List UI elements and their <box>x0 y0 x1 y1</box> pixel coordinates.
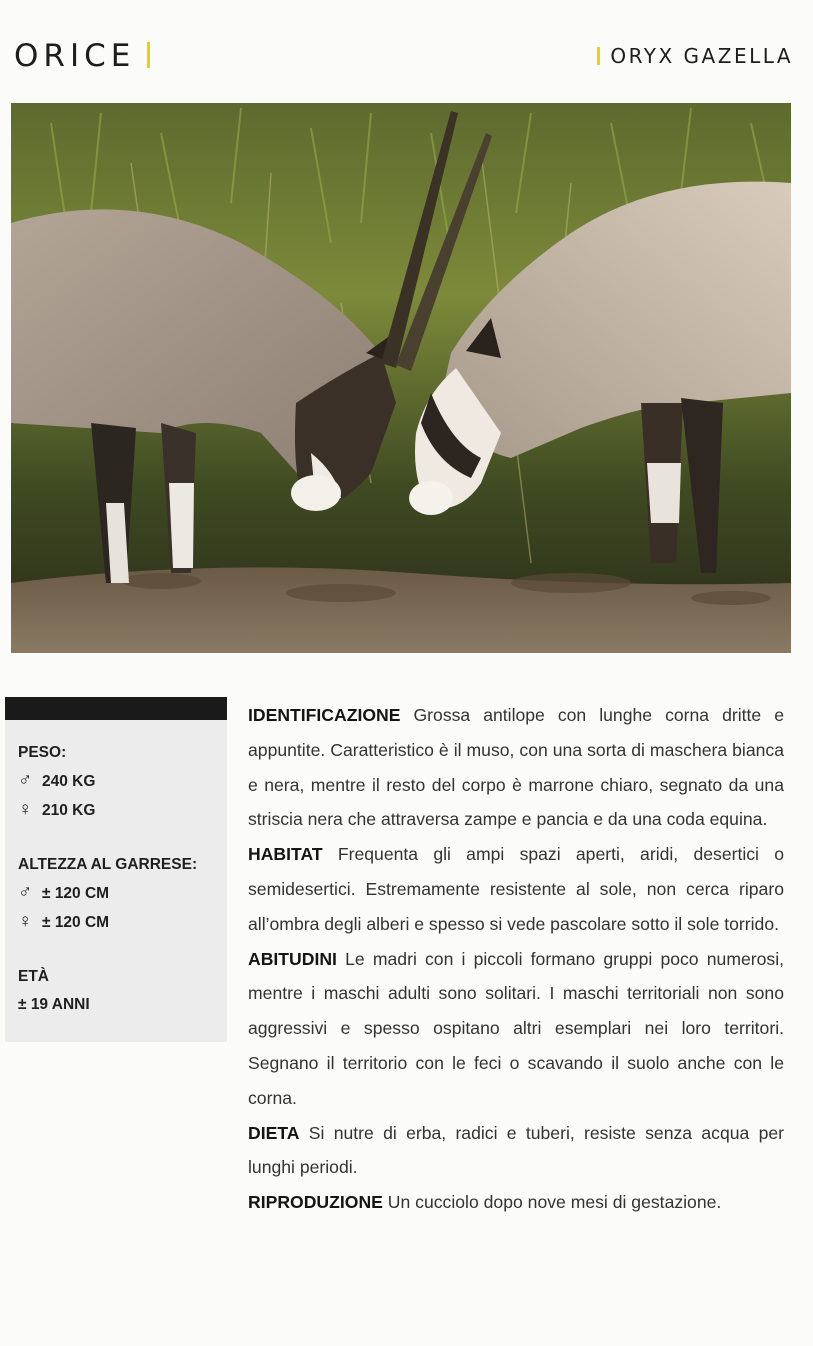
male-symbol-icon: ♂ <box>18 770 33 791</box>
stats-sidebar <box>5 697 227 1042</box>
height-male: ♂ ± 120 CM <box>18 879 227 908</box>
weight-female: ♀ 210 KG <box>18 796 227 825</box>
section-abitudini: ABITUDINI Le madri con i piccoli formano gruppi poco numerosi, mentre i maschi adulti sono solitari. I maschi territoriali non sono aggressivi e spesso ospitano altri esemplari nei loro territori. Segnano il territorio con le feci o scavando il suolo anche con le corna. <box>248 948 784 1108</box>
weight-label: PESO: <box>18 744 67 761</box>
section-riproduzione: RIPRODUZIONE Un cucciolo dopo nove mesi di gestazione. <box>248 1192 722 1213</box>
female-symbol-icon: ♀ <box>18 799 33 820</box>
sidebar-top-bar <box>5 697 227 720</box>
section-identificazione: IDENTIFICAZIONE Grossa antilope con lunghe corna dritte e appuntite. Caratteristico è il muso, con una sorta di maschera bianca e nera, mentre il resto del corpo è marrone chiaro, segnato da una striscia nera che attraversa zampe e pancia e da una coda equina. <box>248 705 784 830</box>
title-text: ORICE <box>14 38 136 74</box>
page-title <box>14 38 150 74</box>
height-female: ♀ ± 120 CM <box>18 908 227 937</box>
male-symbol-icon: ♂ <box>18 882 33 903</box>
age-value: ± 19 ANNI <box>18 996 90 1013</box>
scientific-accent-bar <box>597 47 600 65</box>
oryx-photo-icon <box>11 103 791 653</box>
section-dieta: DIETA Si nutre di erba, radici e tuberi, resiste senza acqua per lunghi periodi. <box>248 1122 785 1178</box>
age-label: ETÀ <box>18 968 49 985</box>
title-accent-bar <box>147 42 150 68</box>
oryx-photo <box>11 103 791 653</box>
scientific-name-text: ORYX GAZELLA <box>610 44 793 68</box>
scientific-name <box>597 44 793 68</box>
section-habitat: HABITAT Frequenta gli ampi spazi aperti, aridi, desertici o semidesertici. Estremamente resistente al sole, non cerca riparo all’ombra degli alberi e spesso si vede pascolare sotto il sole torrido. <box>248 844 785 934</box>
weight-male: ♂ 240 KG <box>18 767 227 796</box>
female-symbol-icon: ♀ <box>18 911 33 932</box>
description-text <box>248 698 784 1220</box>
height-label: ALTEZZA AL GARRESE: <box>18 856 198 873</box>
